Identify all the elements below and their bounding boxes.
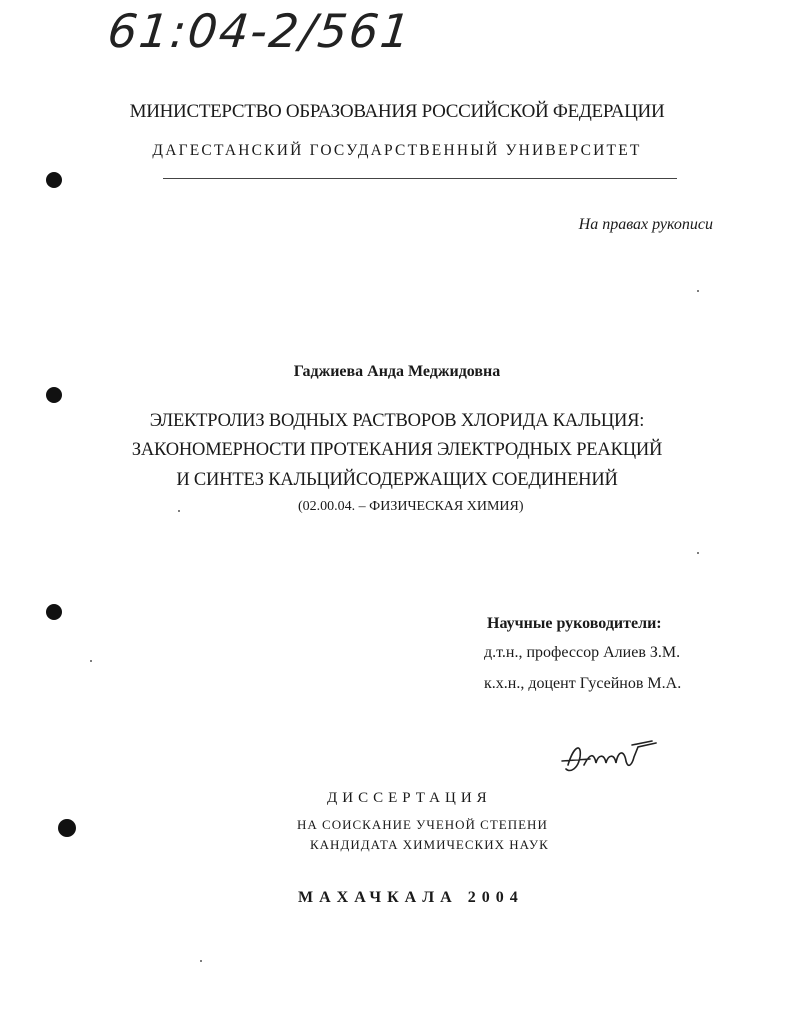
scan-speck: [200, 960, 202, 962]
specialty-code: (02.00.04. – ФИЗИЧЕСКАЯ ХИМИЯ): [298, 499, 524, 514]
punch-hole-4: [58, 819, 76, 837]
dissertation-label: ДИССЕРТАЦИЯ: [327, 790, 492, 806]
advisor-1: д.т.н., профессор Алиев З.М.: [484, 644, 681, 661]
punch-hole-2: [46, 387, 62, 403]
scan-speck: [90, 660, 92, 662]
title-line-2: ЗАКОНОМЕРНОСТИ ПРОТЕКАНИЯ ЭЛЕКТРОДНЫХ РЕАКЦИЙ: [131, 440, 663, 460]
university-heading: ДАГЕСТАНСКИЙ ГОСУДАРСТВЕННЫЙ УНИВЕРСИТЕТ: [152, 142, 642, 159]
punch-hole-1: [46, 172, 62, 188]
header-divider: [163, 178, 677, 179]
rights-note: На правах рукописи: [578, 216, 713, 233]
degree-line-2: КАНДИДАТА ХИМИЧЕСКИХ НАУК: [310, 837, 549, 852]
punch-hole-3: [46, 604, 62, 620]
scan-speck: [178, 510, 180, 512]
title-line-3: И СИНТЕЗ КАЛЬЦИЙСОДЕРЖАЩИХ СОЕДИНЕНИЙ: [176, 470, 618, 490]
title-line-1: ЭЛЕКТРОЛИЗ ВОДНЫХ РАСТВОРОВ ХЛОРИДА КАЛЬЦИЯ:: [149, 411, 645, 431]
advisors-heading: Научные руководители:: [487, 615, 662, 632]
archive-number: 61:04-2/561: [105, 4, 415, 58]
ministry-heading: МИНИСТЕРСТВО ОБРАЗОВАНИЯ РОССИЙСКОЙ ФЕДЕРАЦИИ: [129, 101, 665, 122]
scan-speck: [697, 552, 699, 554]
advisor-2: к.х.н., доцент Гусейнов М.А.: [484, 675, 682, 692]
signature-scribble: [560, 735, 660, 781]
degree-line-1: НА СОИСКАНИЕ УЧЕНОЙ СТЕПЕНИ: [297, 817, 548, 832]
scan-speck: [697, 290, 699, 292]
author-name: Гаджиева Анда Меджидовна: [293, 363, 501, 380]
city-year: МАХАЧКАЛА 2004: [298, 889, 524, 906]
